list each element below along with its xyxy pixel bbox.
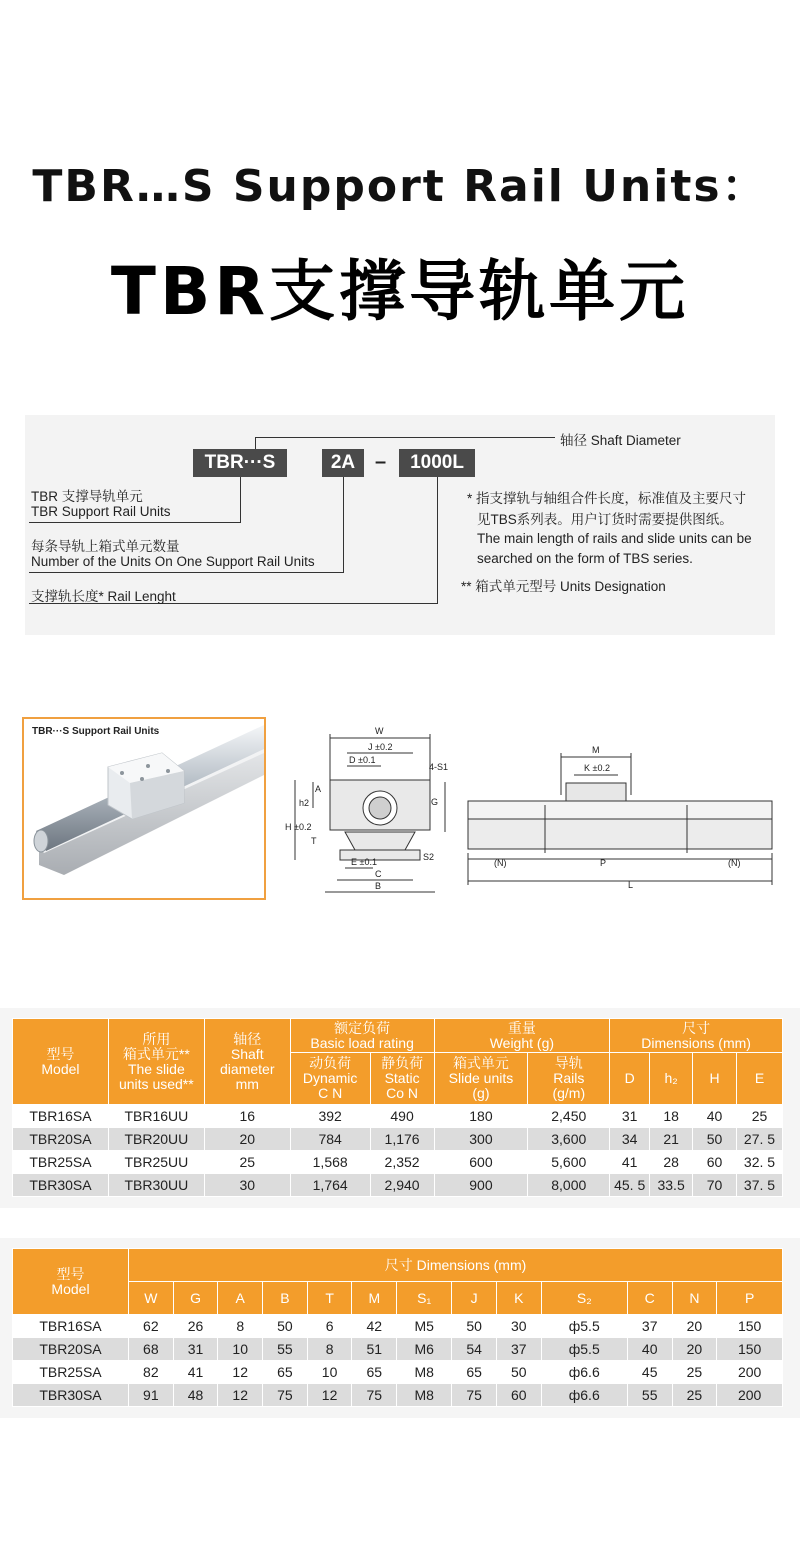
table-cell: 900	[434, 1174, 528, 1197]
table-cell: TBR30UU	[108, 1174, 204, 1197]
table-cell: M6	[397, 1338, 452, 1361]
table-row	[13, 1384, 783, 1407]
table-cell: 3,600	[528, 1128, 610, 1151]
table-cell: 41	[173, 1361, 218, 1384]
table-cell: 300	[434, 1128, 528, 1151]
table-cell: 37. 5	[737, 1174, 783, 1197]
table-cell: 60	[693, 1151, 737, 1174]
table-row	[13, 1174, 783, 1197]
table-cell: 1,764	[290, 1174, 370, 1197]
table-cell: 55	[627, 1384, 672, 1407]
table-cell: 42	[352, 1315, 397, 1338]
col-weight-slide: 箱式单元 Slide units (g)	[434, 1053, 528, 1105]
table-cell: 55	[263, 1338, 308, 1361]
col2-dimensions: 尺寸 Dimensions (mm)	[129, 1249, 783, 1282]
units-label-cn: TBR 支撑导轨单元	[31, 489, 143, 504]
note2-units-designation: ** 箱式单元型号 Units Designation	[461, 579, 666, 594]
table-cell: 50	[496, 1361, 541, 1384]
table-cell: 37	[496, 1338, 541, 1361]
table-cell: TBR20SA	[13, 1128, 109, 1151]
dim-S1: 4-S1	[429, 762, 449, 772]
col2-header: A	[218, 1282, 263, 1315]
dim-S2: S2	[423, 852, 435, 862]
dim-T: T	[311, 836, 317, 846]
dim-H: H ±0.2	[285, 822, 312, 832]
shaft-diameter-label: 轴径 Shaft Diameter	[560, 433, 681, 448]
table-cell: 25	[672, 1384, 717, 1407]
dim-A: A	[315, 784, 322, 794]
dim-B: B	[375, 881, 382, 891]
table-cell: 600	[434, 1151, 528, 1174]
table-cell: 20	[672, 1338, 717, 1361]
table-row	[13, 1315, 783, 1338]
table-cell: 8,000	[528, 1174, 610, 1197]
table-cell: 65	[452, 1361, 497, 1384]
col2-header: J	[452, 1282, 497, 1315]
col2-header: G	[173, 1282, 218, 1315]
note1-cn-line2: 见TBS系列表。用户订货时需要提供图纸。	[477, 512, 733, 527]
dim-J: J ±0.2	[368, 742, 393, 752]
table-cell: 20	[672, 1315, 717, 1338]
col2-header: B	[263, 1282, 308, 1315]
table-cell: 91	[129, 1384, 174, 1407]
table-cell: ф5.5	[541, 1338, 627, 1361]
cross-section-drawing	[285, 720, 460, 900]
col2-header: T	[307, 1282, 352, 1315]
col2-header: C	[627, 1282, 672, 1315]
table-cell: 8	[307, 1338, 352, 1361]
table-cell: TBR30SA	[13, 1384, 129, 1407]
table-cell: 200	[717, 1384, 783, 1407]
table-cell: ф6.6	[541, 1384, 627, 1407]
table-cell: TBR25SA	[13, 1151, 109, 1174]
table-cell: 54	[452, 1338, 497, 1361]
col-weight: 重量 Weight (g)	[434, 1019, 610, 1053]
dim-D: D ±0.1	[349, 755, 376, 765]
table-cell: 25	[672, 1361, 717, 1384]
table-cell: 68	[129, 1338, 174, 1361]
table-row	[13, 1128, 783, 1151]
table-cell: 60	[496, 1384, 541, 1407]
spec-table-load	[12, 1018, 783, 1197]
table-cell: 26	[173, 1315, 218, 1338]
col-shaft-diameter: 轴径 Shaft diameter mm	[204, 1019, 290, 1105]
table-cell: 1,568	[290, 1151, 370, 1174]
table-cell: 50	[693, 1128, 737, 1151]
table-cell: 2,940	[370, 1174, 434, 1197]
table-cell: 12	[218, 1384, 263, 1407]
table-row	[13, 1361, 783, 1384]
table-cell: 51	[352, 1338, 397, 1361]
side-view-drawing	[462, 735, 777, 895]
table-cell: 31	[610, 1105, 650, 1128]
table-cell: 70	[693, 1174, 737, 1197]
rail-unit-illustration	[24, 719, 264, 898]
table-cell: 2,352	[370, 1151, 434, 1174]
note1-en-line2: searched on the form of TBS series.	[477, 551, 693, 566]
dim-P: P	[600, 858, 607, 868]
col2-header: N	[672, 1282, 717, 1315]
table-cell: ф5.5	[541, 1315, 627, 1338]
table-cell: 27. 5	[737, 1128, 783, 1151]
table-cell: 12	[218, 1361, 263, 1384]
table-cell: 150	[717, 1315, 783, 1338]
table-cell: 75	[452, 1384, 497, 1407]
table-row	[13, 1151, 783, 1174]
table-cell: 45. 5	[610, 1174, 650, 1197]
table-cell: 50	[452, 1315, 497, 1338]
table-cell: 28	[650, 1151, 693, 1174]
table-cell: 16	[204, 1105, 290, 1128]
table-cell: 2,450	[528, 1105, 610, 1128]
table-cell: TBR25UU	[108, 1151, 204, 1174]
table-cell: 82	[129, 1361, 174, 1384]
table-cell: 40	[627, 1338, 672, 1361]
col-model: 型号 Model	[13, 1019, 109, 1105]
col-dimensions: 尺寸 Dimensions (mm)	[610, 1019, 783, 1053]
table-cell: 48	[173, 1384, 218, 1407]
table-cell: 784	[290, 1128, 370, 1151]
dim-N-left: (N)	[494, 858, 507, 868]
col2-model: 型号 Model	[13, 1249, 129, 1315]
col2-header: M	[352, 1282, 397, 1315]
table-cell: M8	[397, 1384, 452, 1407]
table-cell: 21	[650, 1128, 693, 1151]
table-cell: 25	[737, 1105, 783, 1128]
col2-header: W	[129, 1282, 174, 1315]
dim-K: K ±0.2	[584, 763, 610, 773]
part-code-panel	[25, 415, 775, 635]
table-cell: TBR30SA	[13, 1174, 109, 1197]
table-cell: 10	[307, 1361, 352, 1384]
table-cell: 30	[204, 1174, 290, 1197]
table-cell: 34	[610, 1128, 650, 1151]
col-E: E	[737, 1053, 783, 1105]
code-units-box: 2A	[322, 449, 364, 477]
dim-E: E ±0.1	[351, 857, 377, 867]
table-cell: 25	[204, 1151, 290, 1174]
col2-header: S₁	[397, 1282, 452, 1315]
col-H: H	[693, 1053, 737, 1105]
table-cell: 8	[218, 1315, 263, 1338]
table-cell: 75	[263, 1384, 308, 1407]
code-series-box: TBR···S	[193, 449, 287, 477]
table-cell: 75	[352, 1384, 397, 1407]
table-row	[13, 1338, 783, 1361]
table-cell: 490	[370, 1105, 434, 1128]
col-dynamic: 动负荷 Dynamic C N	[290, 1053, 370, 1105]
table-cell: 1,176	[370, 1128, 434, 1151]
table-cell: 40	[693, 1105, 737, 1128]
dim-h2: h2	[299, 798, 310, 808]
table-cell: 45	[627, 1361, 672, 1384]
table-cell: 37	[627, 1315, 672, 1338]
table-cell: 20	[204, 1128, 290, 1151]
table-row	[13, 1105, 783, 1128]
page-title-chinese: TBR支撑导轨单元	[110, 253, 690, 330]
table-cell: 30	[496, 1315, 541, 1338]
table-cell: TBR16SA	[13, 1315, 129, 1338]
table-cell: 65	[352, 1361, 397, 1384]
photo-caption: TBR···S Support Rail Units	[32, 726, 160, 737]
table-cell: TBR16UU	[108, 1105, 204, 1128]
table-cell: ф6.6	[541, 1361, 627, 1384]
table-cell: M5	[397, 1315, 452, 1338]
col-h2: h₂	[650, 1053, 693, 1105]
table-cell: 392	[290, 1105, 370, 1128]
col2-header: K	[496, 1282, 541, 1315]
col-D: D	[610, 1053, 650, 1105]
dim-W: W	[375, 726, 384, 736]
table-cell: M8	[397, 1361, 452, 1384]
table-cell: TBR16SA	[13, 1105, 109, 1128]
spec-table-dimensions	[12, 1248, 783, 1407]
table-cell: TBR25SA	[13, 1361, 129, 1384]
table-cell: 18	[650, 1105, 693, 1128]
rail-length-label: 支撑轨长度* Rail Lenght	[31, 589, 176, 604]
table-cell: 180	[434, 1105, 528, 1128]
table-cell: 10	[218, 1338, 263, 1361]
code-length-box: 1000L	[399, 449, 475, 477]
table-cell: 150	[717, 1338, 783, 1361]
number-label-cn: 每条导轨上箱式单元数量	[31, 539, 180, 554]
note1-en-line1: The main length of rails and slide units can be	[477, 531, 752, 546]
page-title-english: TBR…S Support Rail Units：	[32, 161, 768, 212]
dim-G: G	[431, 797, 439, 807]
note1-cn-line1: * 指支撑轨与轴组合件长度，标准值及主要尺寸	[467, 491, 747, 506]
code-dash: –	[375, 451, 387, 473]
number-label-en: Number of the Units On One Support Rail Units	[31, 554, 315, 569]
table-cell: 32. 5	[737, 1151, 783, 1174]
col-load-rating: 额定负荷 Basic load rating	[290, 1019, 434, 1053]
table-cell: 6	[307, 1315, 352, 1338]
table-cell: 33.5	[650, 1174, 693, 1197]
dim-L: L	[628, 880, 634, 890]
table-cell: TBR20UU	[108, 1128, 204, 1151]
table-cell: 12	[307, 1384, 352, 1407]
col-static: 静负荷 Static Co N	[370, 1053, 434, 1105]
product-photo	[22, 717, 266, 900]
col-weight-rails: 导轨 Rails (g/m)	[528, 1053, 610, 1105]
table-cell: TBR20SA	[13, 1338, 129, 1361]
col2-header: S₂	[541, 1282, 627, 1315]
table-cell: 50	[263, 1315, 308, 1338]
dim-N-right: (N)	[728, 858, 741, 868]
table-cell: 31	[173, 1338, 218, 1361]
dim-C: C	[375, 869, 382, 879]
units-label-en: TBR Support Rail Units	[31, 504, 171, 519]
table-cell: 62	[129, 1315, 174, 1338]
dim-M: M	[592, 745, 600, 755]
table-cell: 65	[263, 1361, 308, 1384]
table-cell: 41	[610, 1151, 650, 1174]
col-slide-units: 所用 箱式单元** The slide units used**	[108, 1019, 204, 1105]
col2-header: P	[717, 1282, 783, 1315]
table-cell: 200	[717, 1361, 783, 1384]
table-cell: 5,600	[528, 1151, 610, 1174]
